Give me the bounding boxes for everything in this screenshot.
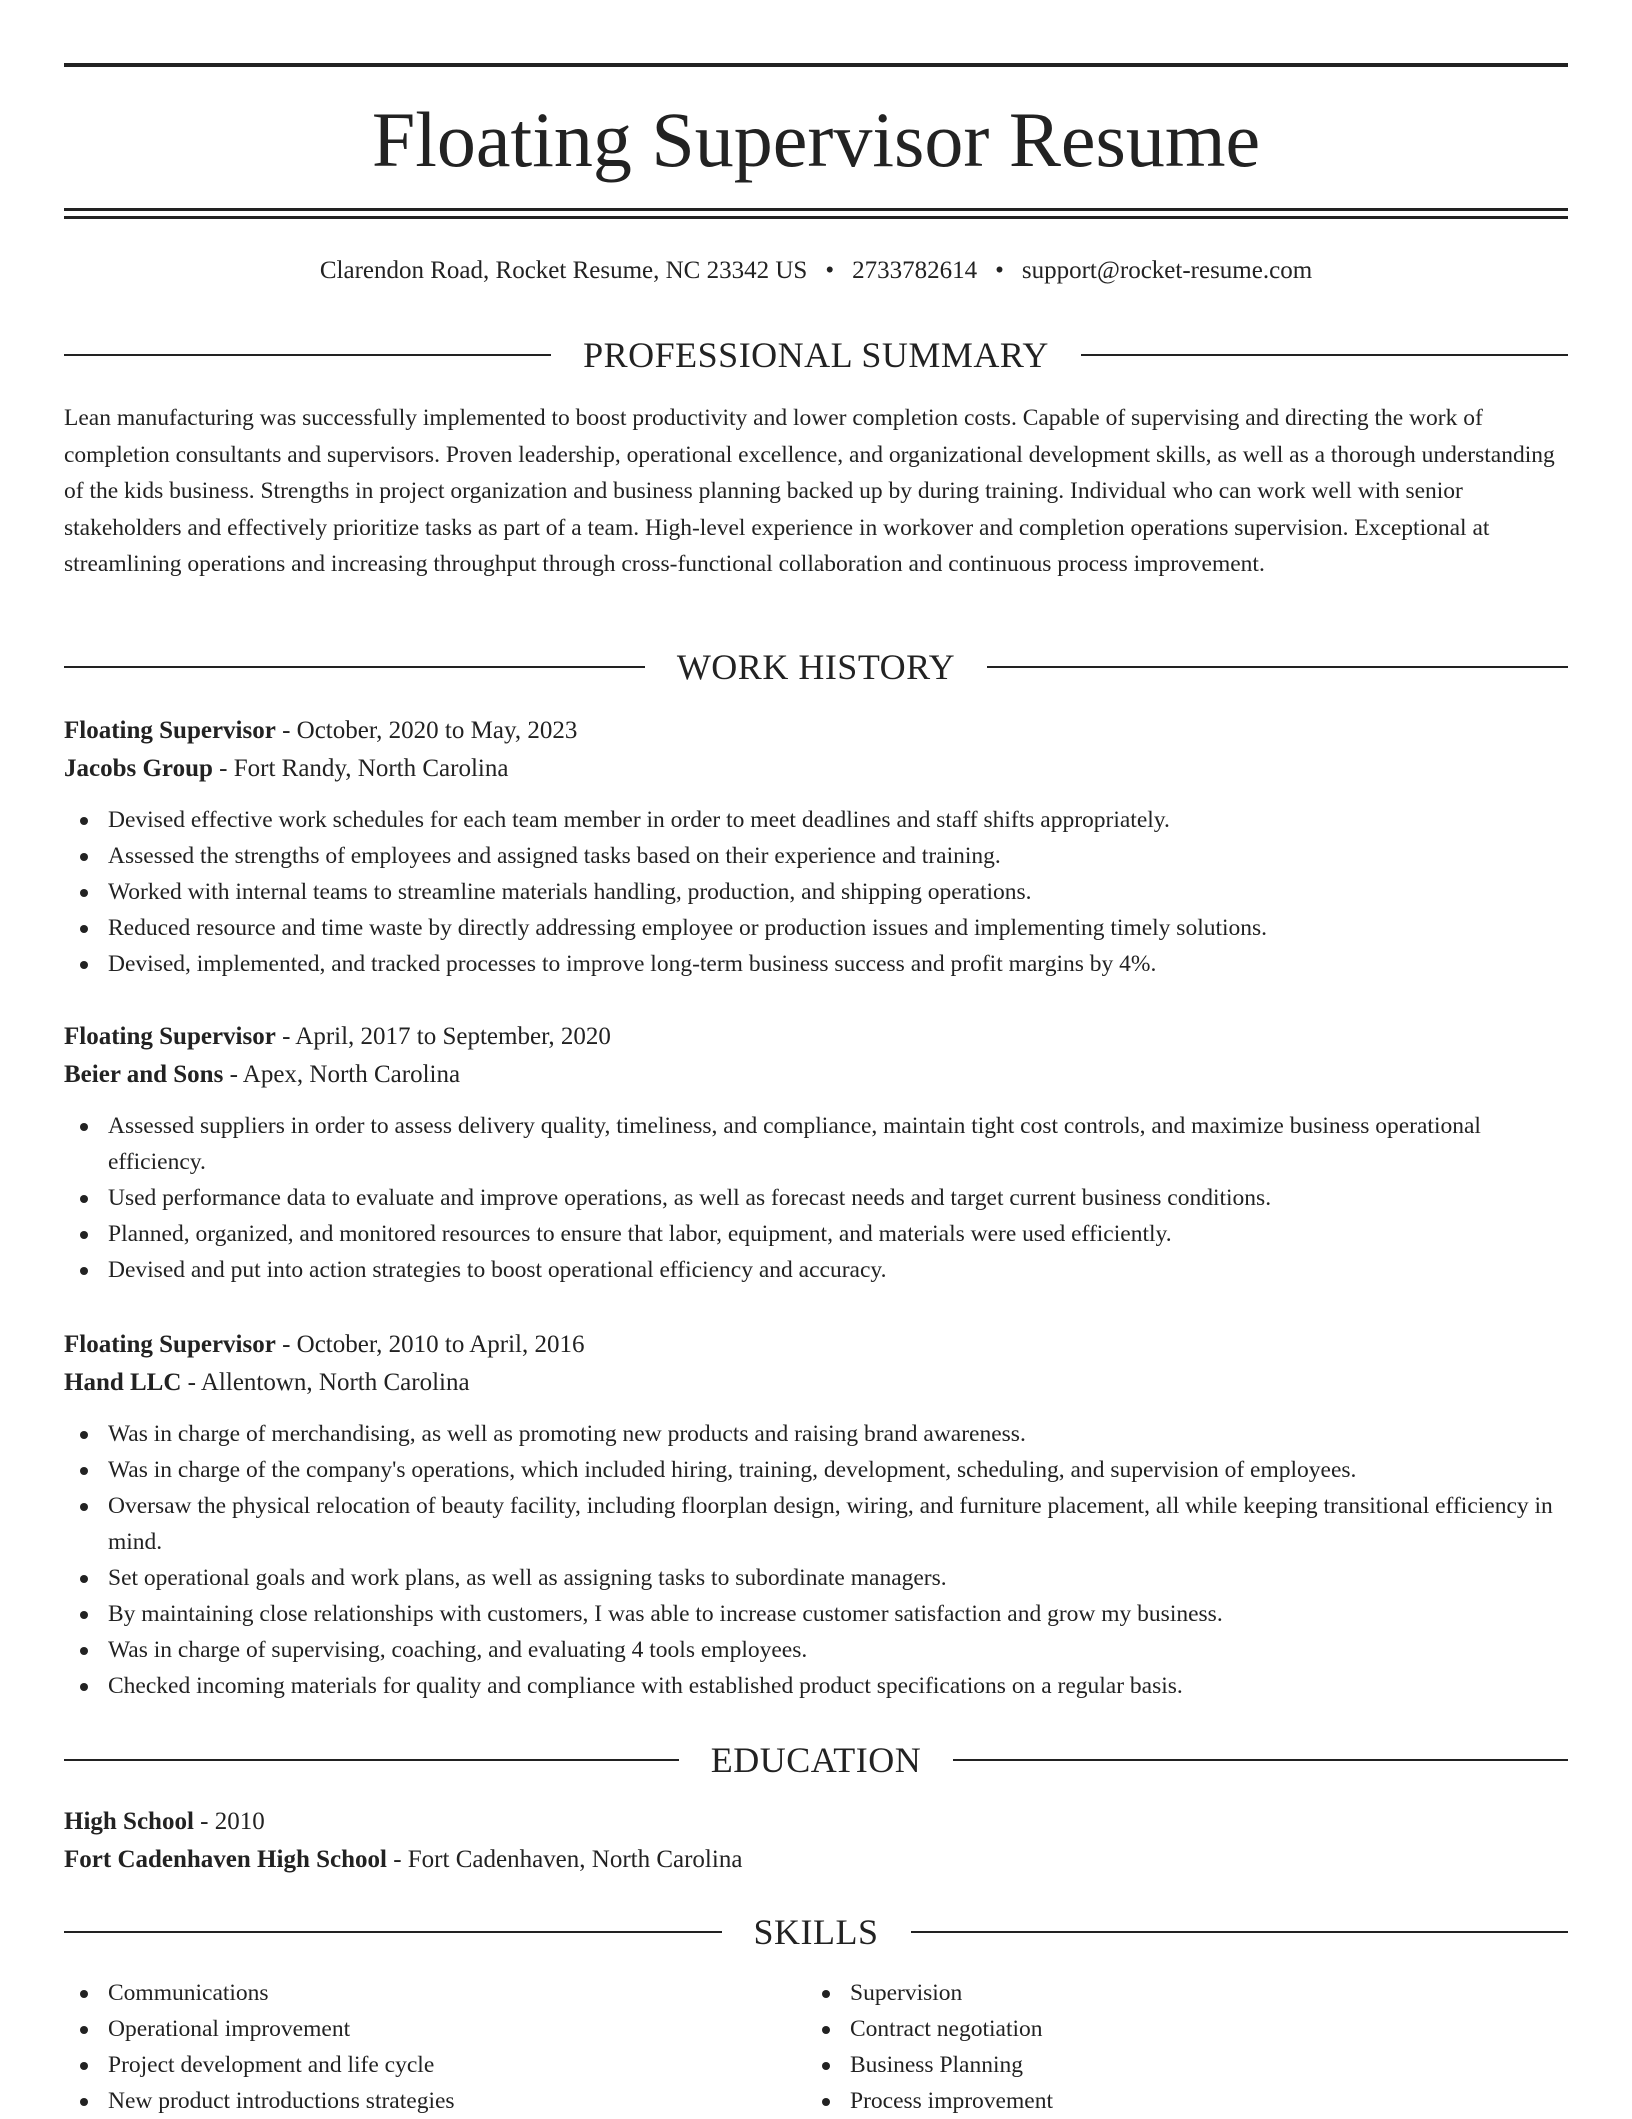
- job-bullets: [64, 802, 1568, 982]
- job-title-line: [64, 1018, 1568, 1056]
- list-item: Planned, organized, and monitored resources to ensure that labor, equipment, and materials were used efficiently.: [64, 1216, 1568, 1252]
- skills-column-left: [64, 1975, 806, 2119]
- divider-line: [911, 1931, 1569, 1933]
- list-item: Was in charge of the company's operations, which included hiring, training, development, scheduling, and supervision of employees.: [64, 1452, 1568, 1488]
- list-item: Oversaw the physical relocation of beauty facility, including floorplan design, wiring, and furniture placement, all while keeping transitional efficiency in mind.: [64, 1488, 1568, 1560]
- divider-line: [953, 1759, 1568, 1761]
- education-year: - 2010: [193, 1808, 265, 1835]
- list-item: Devised, implemented, and tracked processes to improve long-term business success and profit margins by 4%.: [64, 946, 1568, 982]
- job-company-line: [64, 1056, 1568, 1094]
- job-company: Hand LLC: [64, 1369, 182, 1396]
- list-item: By maintaining close relationships with customers, I was able to increase customer satisfaction and grow my business.: [64, 1596, 1568, 1632]
- list-item: Assessed the strengths of employees and assigned tasks based on their experience and training.: [64, 838, 1568, 874]
- skill-item: Business Planning: [806, 2047, 1548, 2083]
- list-item: Checked incoming materials for quality and compliance with established product specifications on a regular basis.: [64, 1668, 1568, 1704]
- education-degree: High School: [64, 1808, 194, 1835]
- list-item: Devised effective work schedules for each team member in order to meet deadlines and staff shifts appropriately.: [64, 802, 1568, 838]
- section-heading-summary: [64, 333, 1568, 377]
- job-title-line: [64, 1326, 1568, 1364]
- education-school: Fort Cadenhaven High School: [64, 1846, 387, 1873]
- job-company: Beier and Sons: [64, 1061, 224, 1088]
- job-company-line: [64, 750, 1568, 788]
- section-title: WORK HISTORY: [676, 647, 956, 687]
- job-title-line: [64, 712, 1568, 750]
- skill-item: Communications: [64, 1975, 806, 2011]
- job-entry: [64, 1018, 1568, 1288]
- list-item: Used performance data to evaluate and improve operations, as well as forecast needs and target current business conditions.: [64, 1180, 1568, 1216]
- skill-item: Contract negotiation: [806, 2011, 1548, 2047]
- job-location: - Fort Randy, North Carolina: [212, 755, 509, 782]
- contact-line: [64, 254, 1568, 288]
- list-item: Devised and put into action strategies to boost operational efficiency and accuracy.: [64, 1252, 1568, 1288]
- list-item: Was in charge of merchandising, as well as promoting new products and raising brand awareness.: [64, 1416, 1568, 1452]
- education-school-line: [64, 1841, 1568, 1879]
- divider-line: [1081, 354, 1568, 356]
- top-rule: [64, 63, 1568, 67]
- section-title: SKILLS: [753, 1912, 879, 1952]
- section-heading-education: [64, 1738, 1568, 1782]
- contact-separator: •: [995, 257, 1004, 284]
- page-title: Floating Supervisor Resume: [371, 96, 1261, 183]
- section-heading-work: [64, 645, 1568, 689]
- job-location: - Allentown, North Carolina: [181, 1369, 470, 1396]
- job-bullets: [64, 1416, 1568, 1704]
- contact-phone: 2733782614: [852, 257, 978, 284]
- skill-item: New product introductions strategies: [64, 2083, 806, 2119]
- job-title: Floating Supervisor: [64, 1331, 276, 1358]
- job-dates: - April, 2017 to September, 2020: [275, 1023, 611, 1050]
- list-item: Reduced resource and time waste by directly addressing employee or production issues and implementing timely solutions.: [64, 910, 1568, 946]
- divider-line: [64, 666, 645, 668]
- education-degree-line: [64, 1803, 1568, 1841]
- job-dates: - October, 2010 to April, 2016: [275, 1331, 585, 1358]
- skill-item: Supervision: [806, 1975, 1548, 2011]
- divider-line: [987, 666, 1568, 668]
- job-title: Floating Supervisor: [64, 717, 276, 744]
- divider-line: [64, 354, 551, 356]
- job-company-line: [64, 1364, 1568, 1402]
- contact-separator: •: [825, 257, 835, 284]
- job-title: Floating Supervisor: [64, 1023, 276, 1050]
- list-item: Was in charge of supervising, coaching, and evaluating 4 tools employees.: [64, 1632, 1568, 1668]
- list-item: Set operational goals and work plans, as well as assigning tasks to subordinate managers.: [64, 1560, 1568, 1596]
- job-location: - Apex, North Carolina: [223, 1061, 461, 1088]
- job-entry: [64, 1326, 1568, 1704]
- education-entry: [64, 1803, 1568, 1879]
- job-bullets: [64, 1108, 1568, 1288]
- summary-text: Lean manufacturing was successfully implemented to boost productivity and lower completion costs. Capable of supervising and directing the work of completion consultants and supervisors. Proven leadership, operational excellence, and organizational development skills, as well as a thorough understanding of the kids business. Strengths in project organization and business planning backed up by during training. Individual who can work well with senior stakeholders and effectively prioritize tasks as part of a team. High-level experience in workover and completion operations supervision. Exceptional at streamlining operations and increasing throughput through cross-functional collaboration and continuous process improvement.: [64, 405, 1555, 577]
- education-location: - Fort Cadenhaven, North Carolina: [386, 1846, 743, 1873]
- double-rule: [64, 208, 1568, 219]
- skill-item: Operational improvement: [64, 2011, 806, 2047]
- divider-line: [64, 1931, 722, 1933]
- section-title: PROFESSIONAL SUMMARY: [583, 335, 1049, 375]
- contact-email: support@rocket-resume.com: [1021, 257, 1313, 284]
- list-item: Worked with internal teams to streamline materials handling, production, and shipping operations.: [64, 874, 1568, 910]
- skill-item: Process improvement: [806, 2083, 1548, 2119]
- job-dates: - October, 2020 to May, 2023: [275, 717, 578, 744]
- section-title: EDUCATION: [710, 1740, 922, 1780]
- section-heading-skills: [64, 1910, 1568, 1954]
- skills-column-right: [806, 1975, 1548, 2119]
- job-entry: [64, 712, 1568, 982]
- list-item: Assessed suppliers in order to assess delivery quality, timeliness, and compliance, maintain tight cost controls, and maximize business operational efficiency.: [64, 1108, 1568, 1180]
- skills-list: [64, 1975, 1568, 2119]
- contact-address: Clarendon Road, Rocket Resume, NC 23342 US: [319, 257, 808, 284]
- skill-item: Project development and life cycle: [64, 2047, 806, 2083]
- divider-line: [64, 1759, 679, 1761]
- job-company: Jacobs Group: [64, 755, 213, 782]
